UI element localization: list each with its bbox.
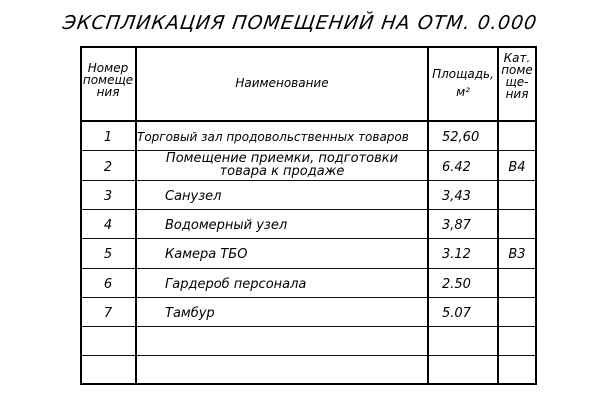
- row-name: Камера ТБО: [165, 247, 248, 262]
- row-divider: [80, 209, 537, 210]
- row-divider: [80, 355, 537, 356]
- row-number: 6: [103, 277, 113, 292]
- row-area: 2.50: [442, 277, 471, 292]
- row-name: Торговый зал продовольственных товаров: [137, 130, 409, 144]
- row-number: 2: [103, 160, 113, 175]
- header-name: Наименование: [235, 76, 329, 90]
- row-name-line: Помещение приемки, подготовки: [165, 151, 399, 166]
- row-number: 7: [103, 306, 113, 321]
- row-area: 52,60: [442, 130, 480, 145]
- row-name-line: товара к продаже: [219, 164, 345, 179]
- row-name: Тамбур: [165, 306, 215, 321]
- header-number-line: Номер: [87, 61, 129, 75]
- row-category: В3: [508, 247, 526, 262]
- row-number: 1: [103, 130, 113, 145]
- table-border-bottom: [80, 383, 537, 385]
- row-divider: [80, 326, 537, 327]
- header-number-line: помеще: [82, 73, 134, 87]
- table-title: ЭКСПЛИКАЦИЯ ПОМЕЩЕНИЙ НА ОТМ. 0.000: [61, 12, 539, 34]
- table-border-right: [535, 46, 537, 384]
- header-number-line: ния: [96, 85, 120, 99]
- column-divider-number: [135, 46, 137, 384]
- header-category-line: ния: [505, 87, 529, 101]
- header-area: [429, 68, 497, 98]
- row-divider: [80, 180, 537, 181]
- header-divider: [80, 120, 537, 122]
- row-category: В4: [508, 160, 526, 175]
- row-area: 5.07: [442, 306, 471, 321]
- table-border-top: [80, 46, 537, 48]
- header-category: [499, 52, 535, 100]
- header-area-line: м²: [456, 85, 470, 99]
- row-name: Водомерный узел: [165, 218, 288, 233]
- row-area: 3.12: [442, 247, 471, 262]
- row-area: 6.42: [442, 160, 471, 175]
- header-area-line: Площадь,: [432, 67, 494, 81]
- header-category-line: поме: [501, 63, 533, 77]
- row-divider: [80, 268, 537, 269]
- row-name: [137, 152, 427, 178]
- row-number: 3: [103, 189, 113, 204]
- row-divider: [80, 297, 537, 298]
- row-divider: [80, 238, 537, 239]
- row-number: 5: [103, 247, 113, 262]
- row-number: 4: [103, 218, 113, 233]
- row-area: 3,43: [442, 189, 471, 204]
- row-name: Санузел: [165, 189, 222, 204]
- row-name: Гардероб персонала: [165, 277, 307, 292]
- row-area: 3,87: [442, 218, 471, 233]
- header-number: [82, 62, 134, 98]
- header-category-line: Кат.: [503, 51, 531, 65]
- header-category-line: ще-: [505, 75, 529, 89]
